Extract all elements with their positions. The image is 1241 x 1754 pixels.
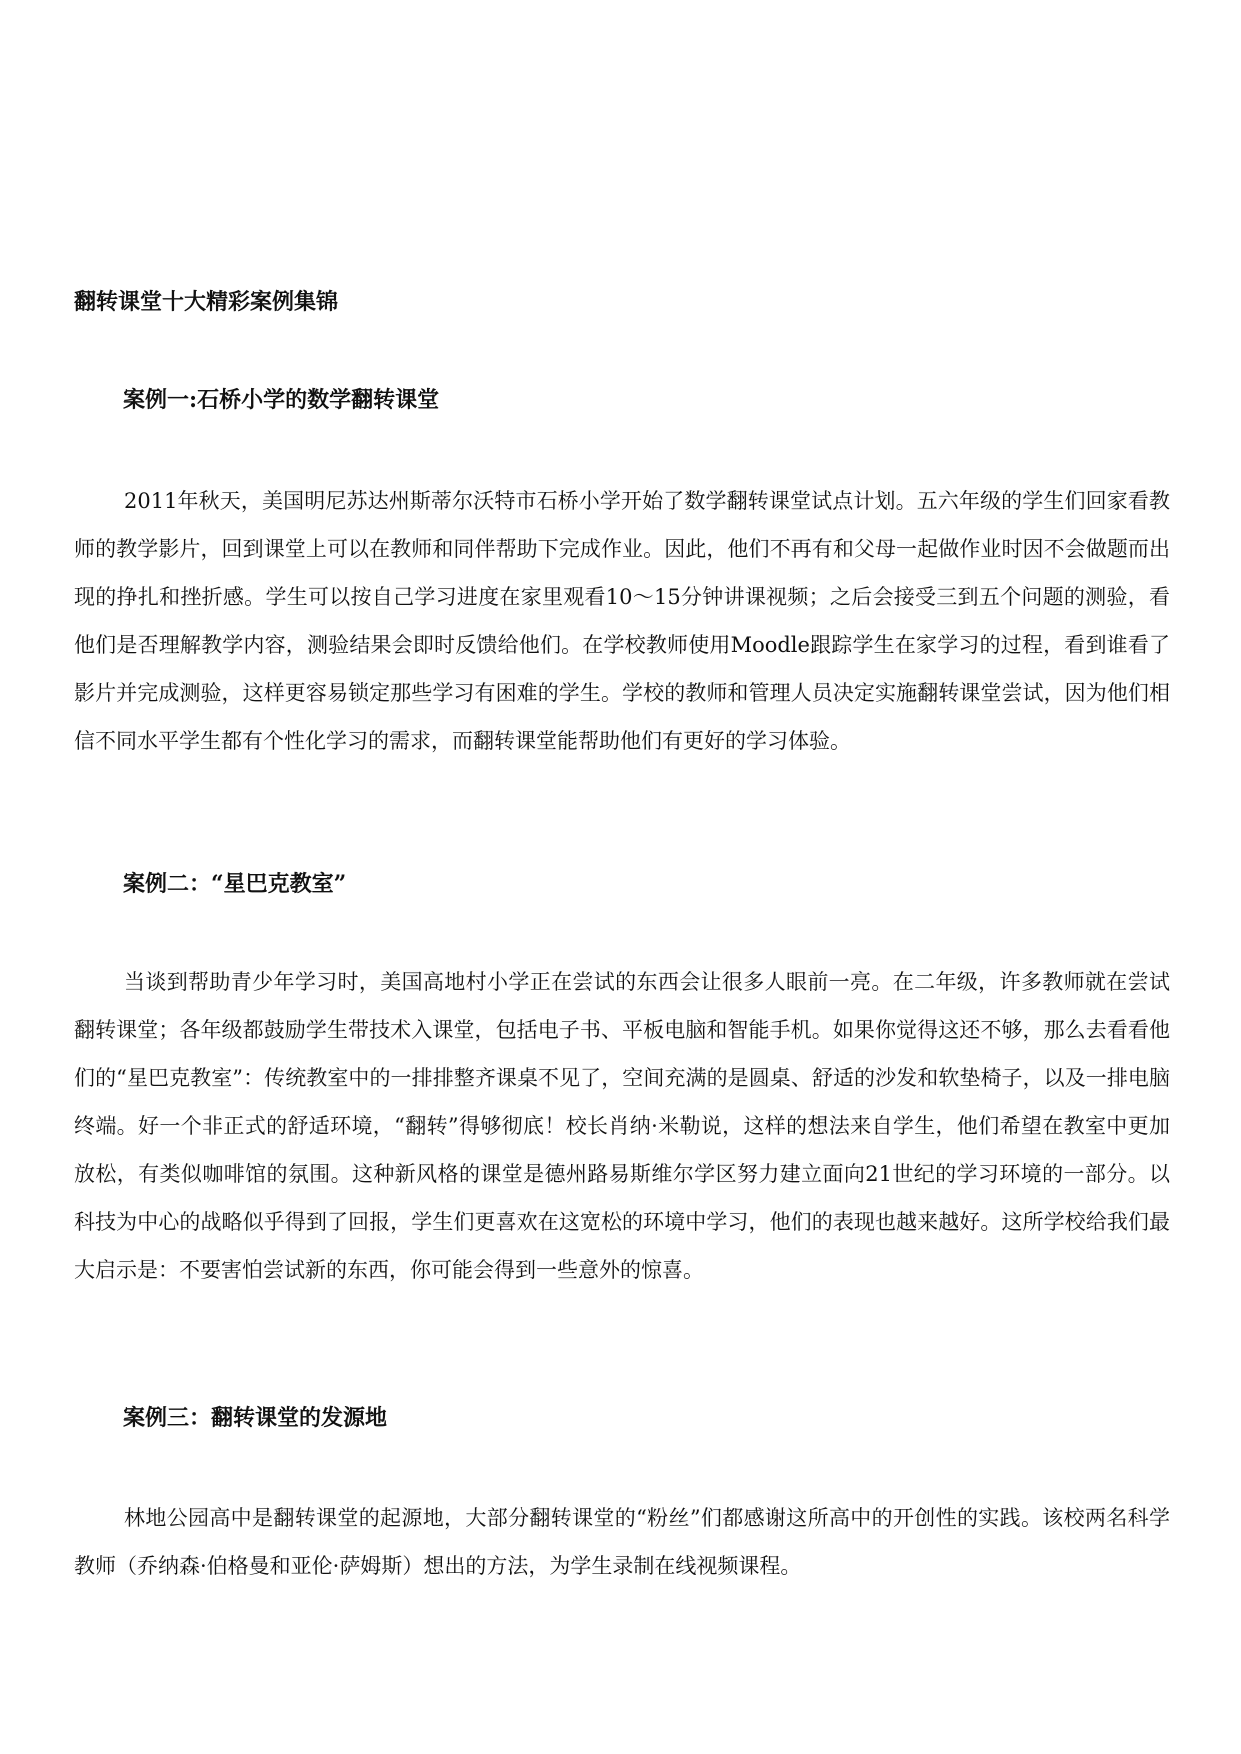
case-1-heading: 案例一:石桥小学的数学翻转课堂 xyxy=(123,387,440,413)
case-3-paragraph: 林地公园高中是翻转课堂的起源地，大部分翻转课堂的“粉丝”们都感谢这所高中的开创性的实践。该校两名科学教师（乔纳森·伯格曼和亚伦·萨姆斯）想出的方法，为学生录制在线视频课程。 xyxy=(74,1506,1170,1578)
case-1-paragraph: 2011年秋天，美国明尼苏达州斯蒂尔沃特市石桥小学开始了数学翻转课堂试点计划。五六年级的学生们回家看教师的教学影片，回到课堂上可以在教师和同伴帮助下完成作业。因此，他们不再有和父母一起做作业时因不会做题而出现的挣扎和挫折感。学生可以按自己学习进度在家里观看10～15分钟讲课视频；之后会接受三到五个问题的测验，看他们是否理解教学内容，测验结果会即时反馈给他们。在学校教师使用Moodle跟踪学生在家学习的过程，看到谁看了影片并完成测验，这样更容易锁定那些学习有困难的学生。学校的教师和管理人员决定实施翻转课堂尝试，因为他们相信不同水平学生都有个性化学习的需求，而翻转课堂能帮助他们有更好的学习体验。 xyxy=(74,489,1170,753)
case-2-heading: 案例二：“星巴克教室” xyxy=(123,871,347,897)
case-2-paragraph: 当谈到帮助青少年学习时，美国高地村小学正在尝试的东西会让很多人眼前一亮。在二年级，许多教师就在尝试翻转课堂；各年级都鼓励学生带技术入课堂，包括电子书、平板电脑和智能手机。如果你觉得这还不够，那么去看看他们的“星巴克教室”：传统教室中的一排排整齐课桌不见了，空间充满的是圆桌、舒适的沙发和软垫椅子，以及一排电脑终端。好一个非正式的舒适环境，“翻转”得够彻底！校长肖纳·米勒说，这样的想法来自学生，他们希望在教室中更加放松，有类似咖啡馆的氛围。这种新风格的课堂是德州路易斯维尔学区努力建立面向21世纪的学习环境的一部分。以科技为中心的战略似乎得到了回报，学生们更喜欢在这宽松的环境中学习，他们的表现也越来越好。这所学校给我们最大启示是：不要害怕尝试新的东西，你可能会得到一些意外的惊喜。 xyxy=(74,970,1170,1282)
document-title: 翻转课堂十大精彩案例集锦 xyxy=(74,289,339,315)
case-3-heading: 案例三：翻转课堂的发源地 xyxy=(123,1405,388,1431)
